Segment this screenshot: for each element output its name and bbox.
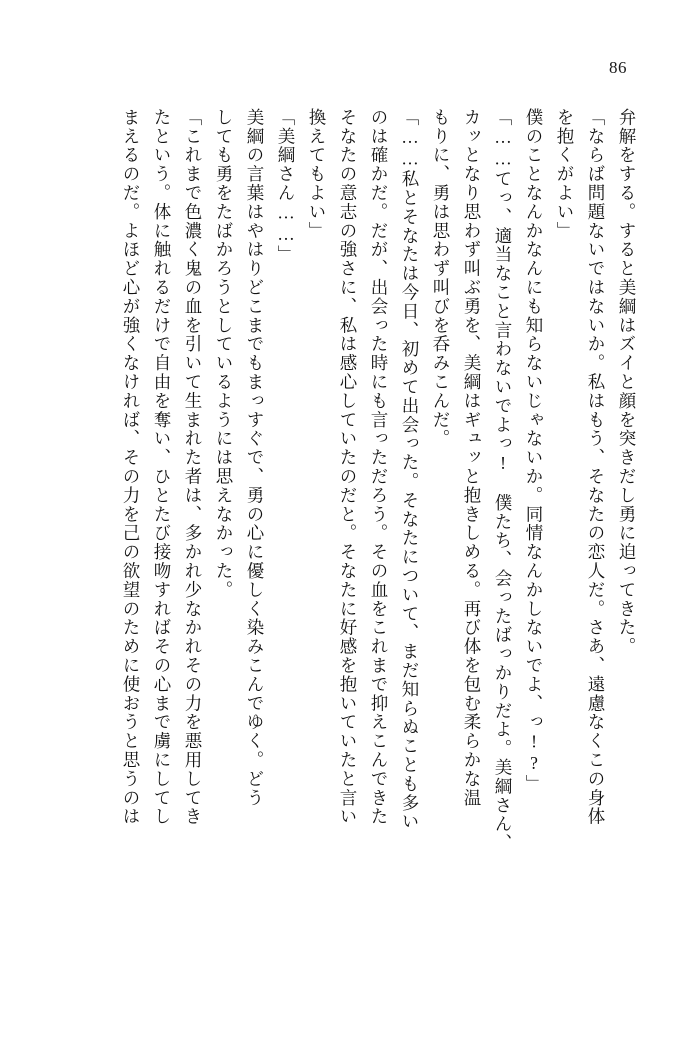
text-column: たという。体に触れるだけで自由を奪い、ひとたび接吻すればその心まで虜にしてし <box>152 108 172 827</box>
text-column: カッとなり思わず叫ぶ勇を、美綱はギュッと抱きしめる。再び体を包む柔らかな温 <box>462 108 482 808</box>
page-number: 86 <box>609 58 627 77</box>
text-column: 換えてもよい」 <box>307 108 327 241</box>
text-column: 僕のことなんかなんにも知らないじゃないか。同情なんかしないでよ、っ!?」 <box>524 108 544 794</box>
text-column: 「美綱さん……」 <box>276 108 296 265</box>
text-column: もりに、勇は思わず叫びを呑みこんだ。 <box>431 108 451 449</box>
text-column: 「これまで色濃く鬼の血を引いて生まれた者は、多かれ少なかれその力を悪用してき <box>183 108 203 827</box>
text-column: 「ならば問題ないではないか。私はもう、そなたの恋人だ。さあ、遠慮なくこの身体 <box>586 108 606 827</box>
text-column: まえるのだ。よほど心が強くなければ、その力を己の欲望のために使おうと思うのは <box>121 108 141 827</box>
text-column: のは確かだ。だが、出会った時にも言っただろう。その血をこれまで抑えこんできた <box>369 108 389 827</box>
text-column: 弁解をする。すると美綱はズイと顔を突きだし勇に迫ってきた。 <box>617 108 637 657</box>
vertical-text-block <box>60 108 635 988</box>
text-column: 「……てっ、適当なこと言わないでよっ! 僕たち、会ったばっかりだよ。美綱さん、 <box>493 108 513 853</box>
text-column: 「……私とそなたは今日、初めて出会った。そなたについて、まだ知らぬことも多い <box>400 108 420 832</box>
text-column: しても勇をたばかろうとしているようには思えなかった。 <box>214 108 234 600</box>
text-column: 美綱の言葉はやはりどこまでもまっすぐで、勇の心に優しく染みこんでゆく。どう <box>245 108 265 808</box>
text-column: そなたの意志の強さに、私は感心していたのだと。そなたに好感を抱いていたと言い <box>338 108 358 827</box>
text-column: を抱くがよい」 <box>555 108 575 241</box>
